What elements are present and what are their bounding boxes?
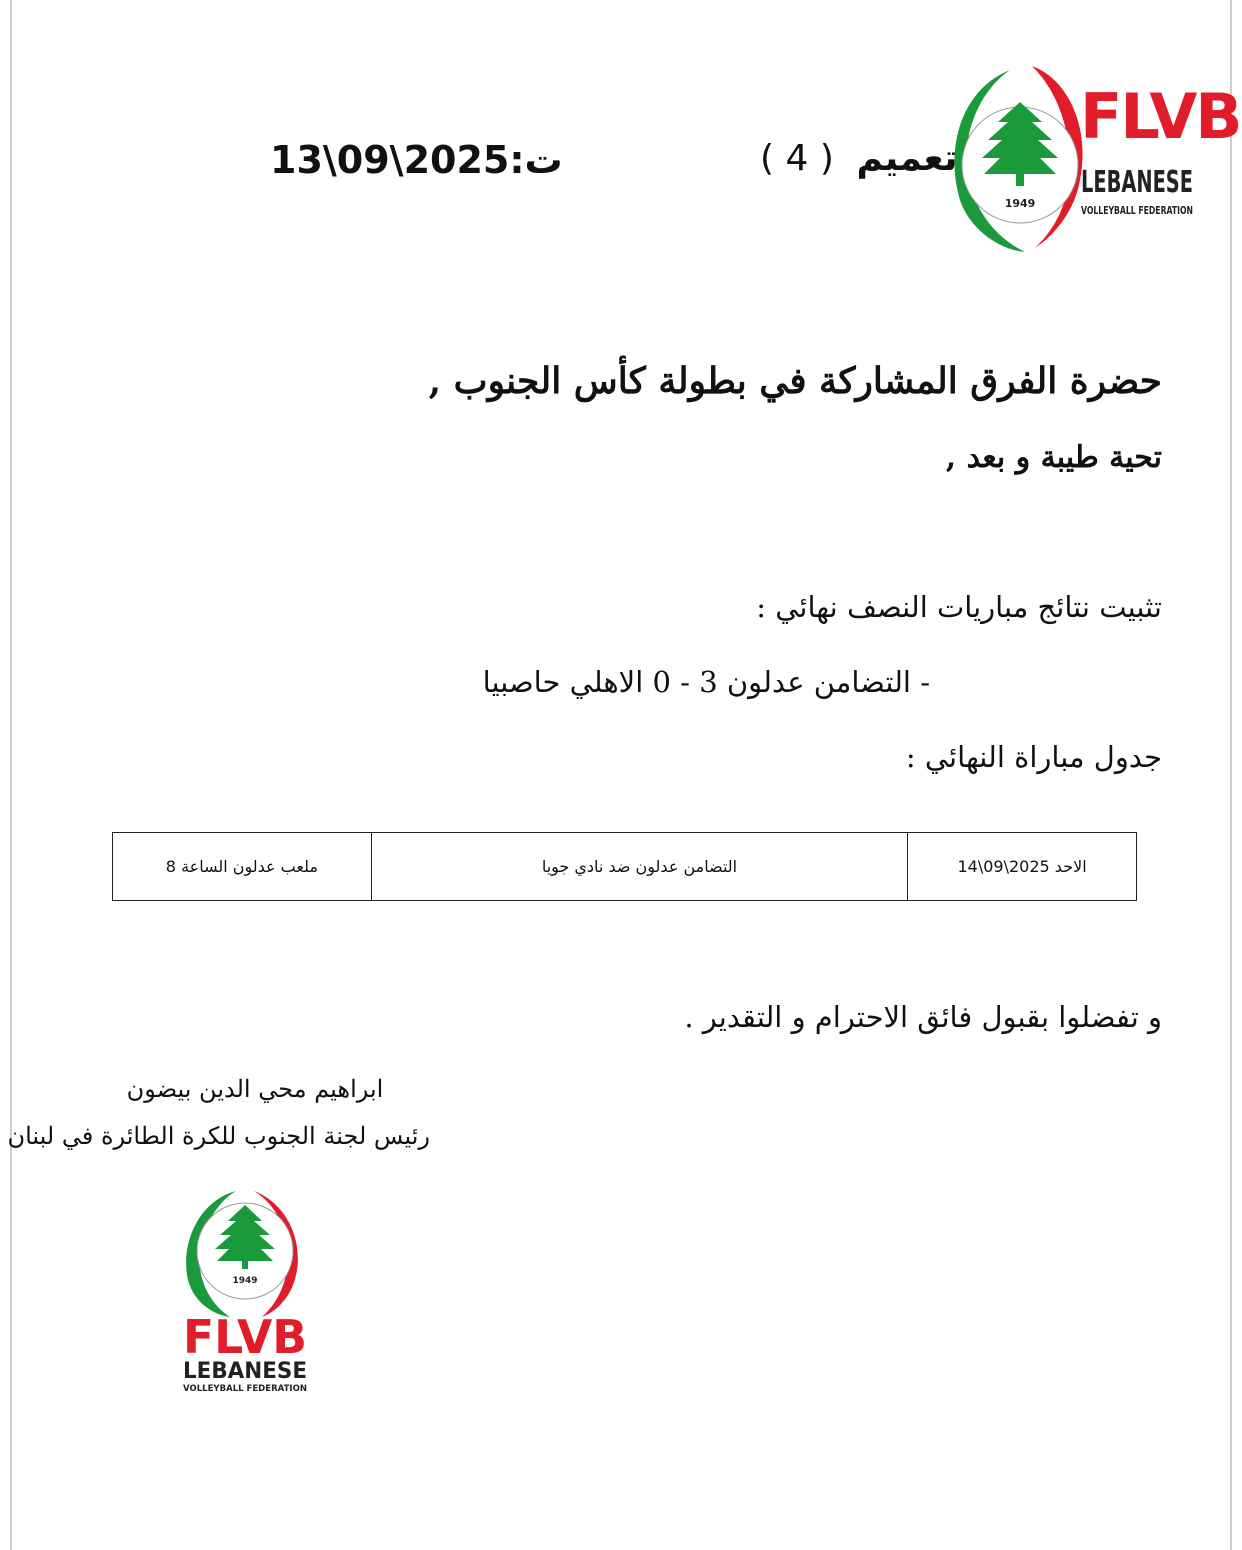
signatory-title: رئيس لجنة الجنوب للكرة الطائرة في لبنان bbox=[7, 1122, 430, 1150]
federation-emblem bbox=[186, 1191, 298, 1317]
signatory-name: ابراهيم محي الدين بيضون bbox=[126, 1075, 384, 1103]
federation-emblem bbox=[954, 66, 1082, 252]
circular-number bbox=[750, 138, 957, 179]
addressee: حضرة الفرق المشاركة في بطولة كأس الجنوب , bbox=[428, 360, 1162, 402]
page-edge-right bbox=[1230, 0, 1232, 1550]
logo-wordmark-lebanese: LEBANESE bbox=[1081, 165, 1193, 200]
flvb-logo-footer bbox=[178, 1185, 313, 1395]
schedule-date: الاحد 2025\09\14 bbox=[908, 833, 1137, 901]
logo-wordmark-flvb: FLVB bbox=[1080, 80, 1241, 153]
flvb-logo-header bbox=[940, 60, 1241, 260]
table-row bbox=[113, 833, 1137, 901]
salutation: تحية طيبة و بعد , bbox=[945, 440, 1162, 475]
logo-year: 1949 bbox=[232, 1276, 258, 1286]
semifinal-result: - التضامن عدلون 3 - 0 الاهلي حاصبيا bbox=[482, 665, 930, 699]
document-date: ت:2025\09\13 bbox=[270, 138, 563, 182]
logo-wordmark-lebanese: LEBANESE bbox=[183, 1359, 307, 1384]
logo-wordmark-flvb: FLVB bbox=[183, 1310, 307, 1364]
schedule-heading: جدول مباراة النهائي : bbox=[905, 740, 1162, 774]
schedule-match: التضامن عدلون ضد نادي جويا bbox=[371, 833, 907, 901]
logo-year: 1949 bbox=[1004, 197, 1036, 210]
final-schedule-table bbox=[112, 832, 1137, 901]
circular-label: تعميم bbox=[856, 138, 958, 179]
schedule-venue: ملعب عدلون الساعة 8 bbox=[113, 833, 372, 901]
circular-number-value: ( 4 ) bbox=[760, 138, 834, 179]
logo-wordmark-federation: VOLLEYBALL FEDERATION bbox=[1081, 204, 1193, 217]
page-edge-left bbox=[10, 0, 12, 1550]
logo-wordmark-federation: VOLLEYBALL FEDERATION bbox=[183, 1384, 307, 1394]
closing-remark: و تفضلوا بقبول فائق الاحترام و التقدير . bbox=[684, 1000, 1162, 1034]
results-heading: تثبيت نتائج مباريات النصف نهائي : bbox=[756, 590, 1162, 624]
